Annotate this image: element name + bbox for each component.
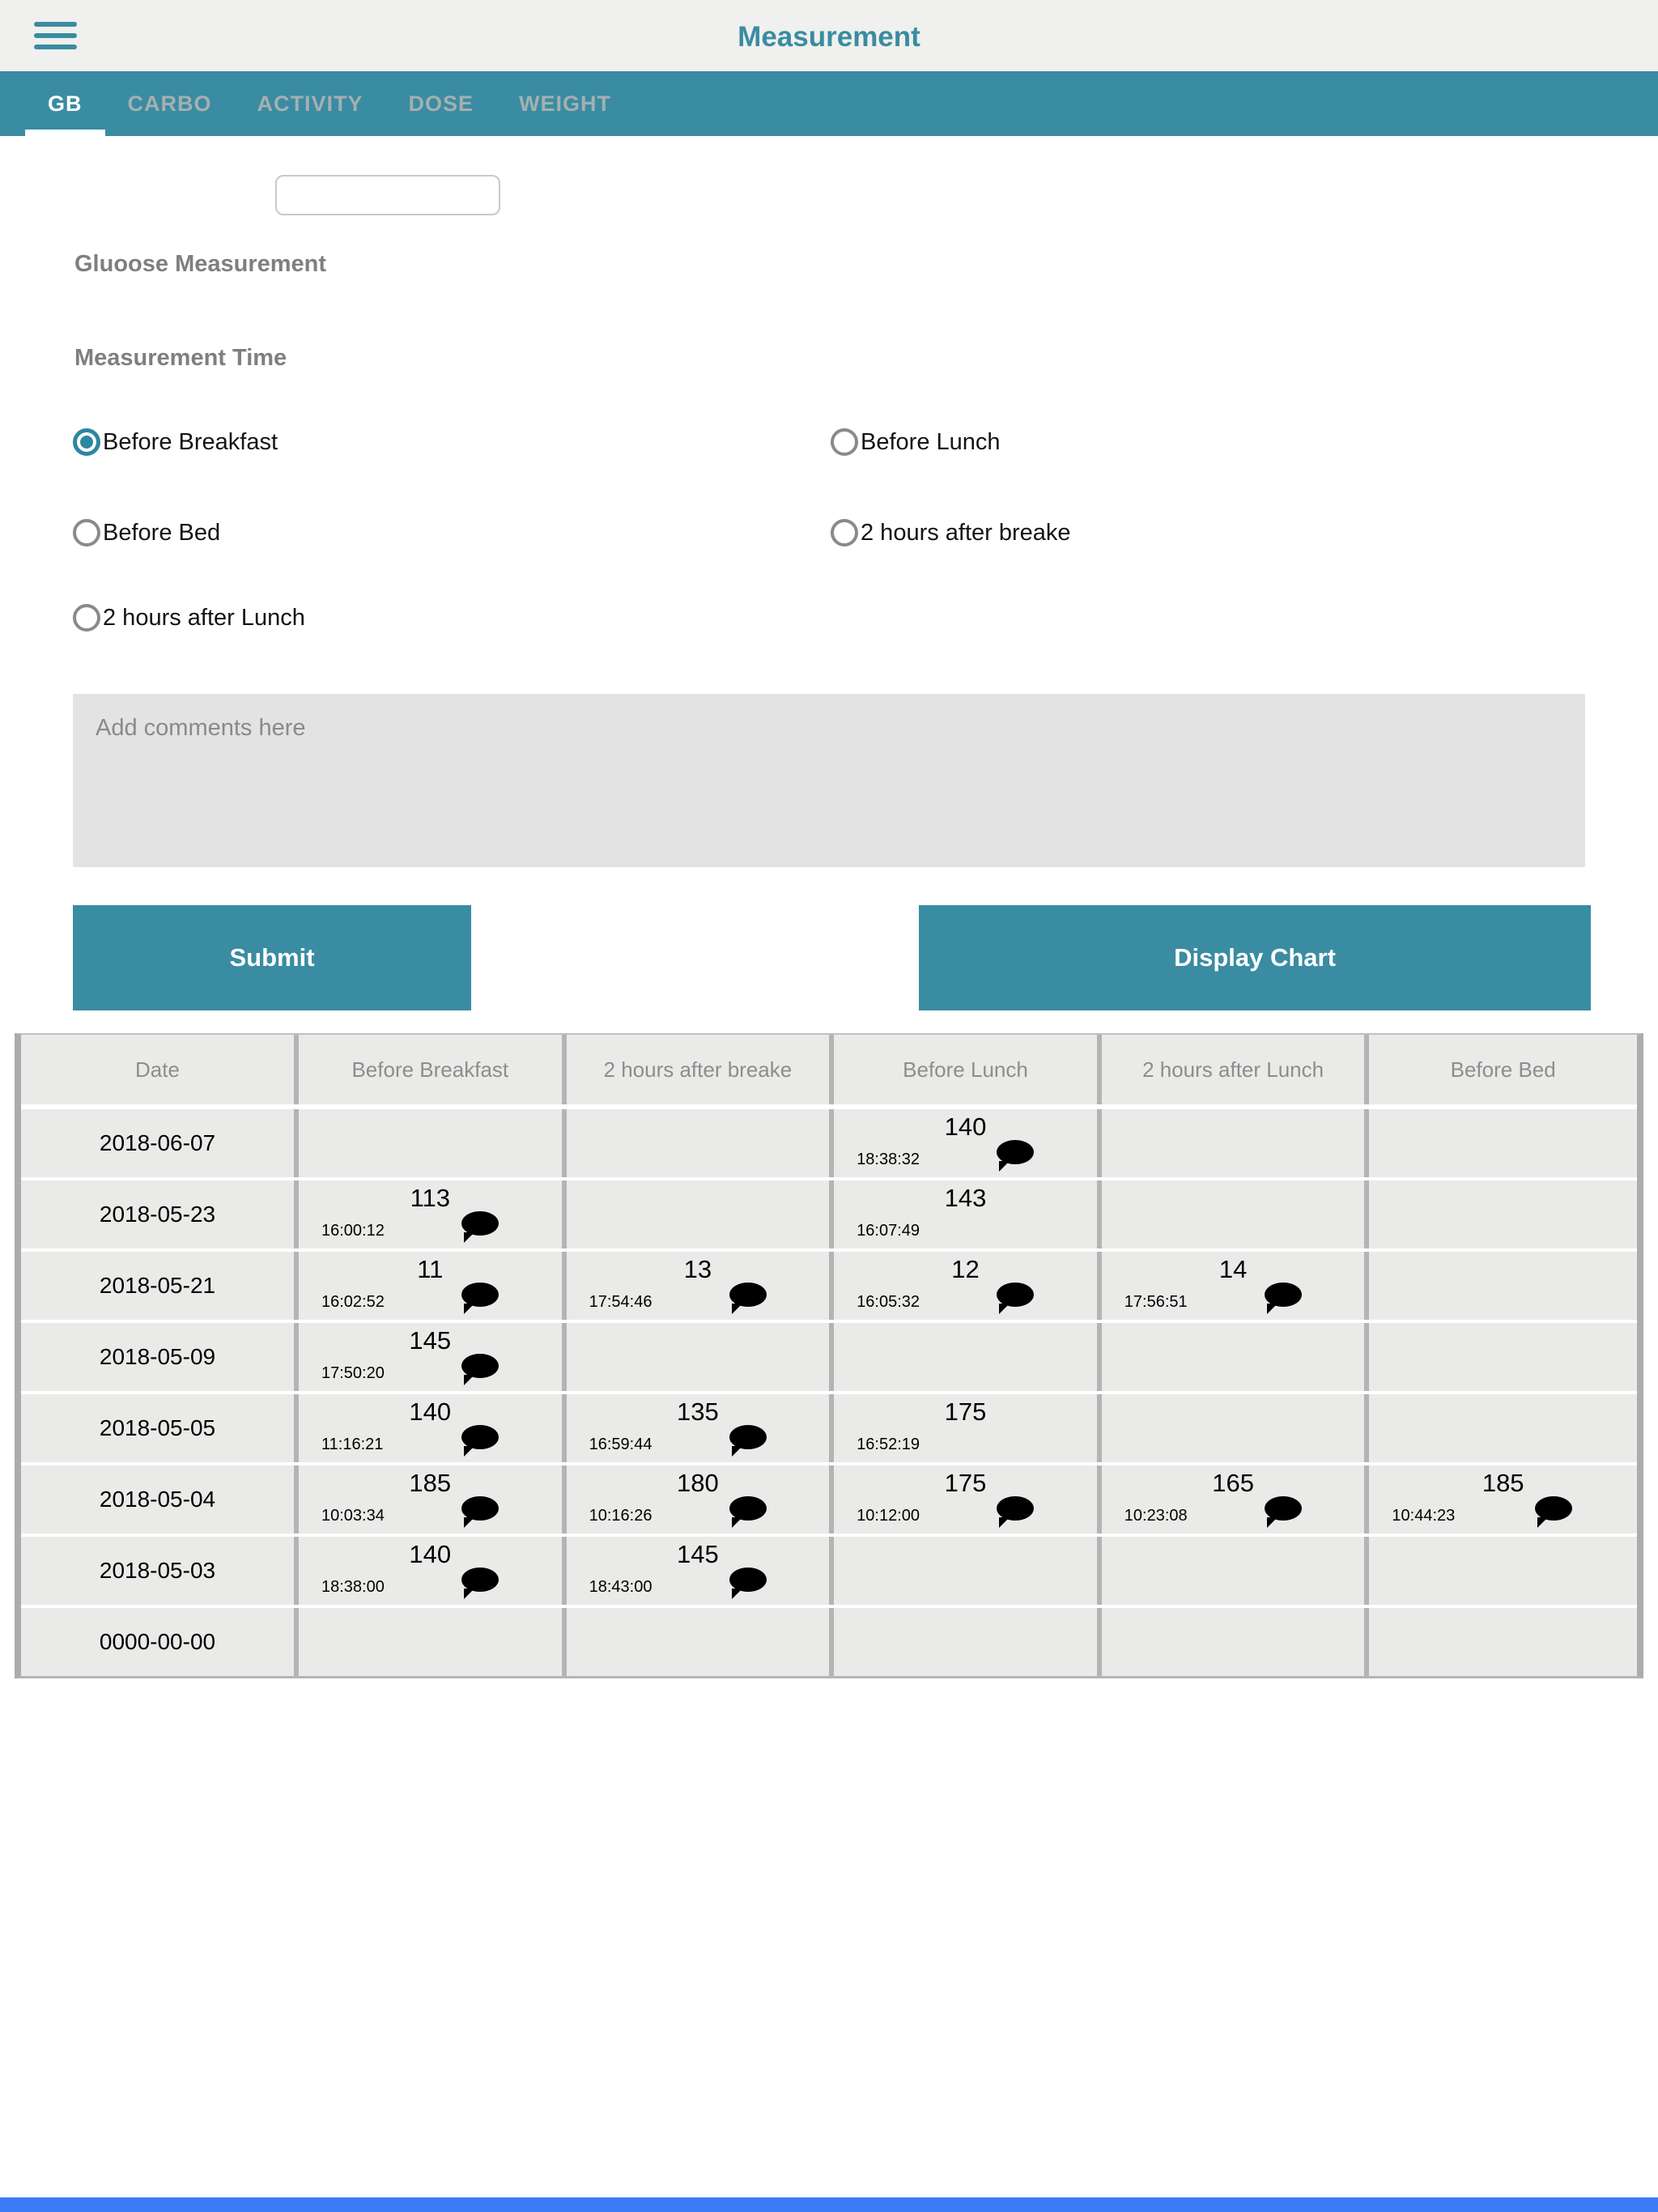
measurement-cell[interactable] — [834, 1394, 1102, 1462]
speech-bubble-icon[interactable] — [1265, 1496, 1302, 1521]
speech-bubble-icon[interactable] — [461, 1211, 499, 1236]
measurement-time: 16:05:32 — [857, 1293, 920, 1311]
measurement-cell — [1369, 1537, 1637, 1605]
measurement-cell[interactable] — [834, 1465, 1102, 1534]
measurement-time: 16:00:12 — [321, 1222, 385, 1240]
column-header-before-lunch: Before Lunch — [834, 1035, 1102, 1104]
radio-before-bed[interactable] — [73, 519, 220, 547]
speech-bubble-icon[interactable] — [729, 1425, 767, 1449]
measurement-cell[interactable] — [567, 1252, 835, 1320]
table-header-row — [21, 1035, 1637, 1104]
measurement-cell — [1369, 1394, 1637, 1462]
measurement-time: 10:03:34 — [321, 1507, 385, 1525]
speech-bubble-icon[interactable] — [461, 1425, 499, 1449]
radio-label: Before Breakfast — [103, 428, 278, 455]
speech-bubble-icon[interactable] — [997, 1283, 1034, 1307]
measurement-cell[interactable] — [567, 1537, 835, 1605]
measurement-cell — [567, 1608, 835, 1676]
glucose-value: 135 — [677, 1397, 719, 1426]
date-cell: 2018-05-04 — [21, 1465, 299, 1534]
measurement-cell — [567, 1180, 835, 1249]
glucose-value: 140 — [409, 1540, 452, 1568]
measurement-time: 10:16:26 — [589, 1507, 653, 1525]
measurement-cell — [1102, 1109, 1370, 1177]
tab-gb[interactable]: GB — [25, 71, 105, 136]
date-cell: 2018-06-07 — [21, 1109, 299, 1177]
glucose-value: 140 — [409, 1397, 452, 1426]
measurement-cell[interactable] — [567, 1394, 835, 1462]
measurement-time: 10:44:23 — [1392, 1507, 1456, 1525]
speech-bubble-icon[interactable] — [729, 1568, 767, 1592]
radio-label: Before Bed — [103, 519, 221, 546]
measurement-cell — [1102, 1608, 1370, 1676]
app-header — [0, 0, 1658, 71]
page-title: Measurement — [738, 21, 920, 53]
measurement-cell — [567, 1109, 835, 1177]
measurement-cell[interactable] — [299, 1394, 567, 1462]
measurement-cell — [299, 1109, 567, 1177]
date-cell: 2018-05-03 — [21, 1537, 299, 1605]
glucose-value: 175 — [944, 1469, 987, 1497]
radio-unselected-icon[interactable] — [73, 604, 100, 632]
glucose-value: 14 — [1218, 1255, 1248, 1283]
table-row — [21, 1109, 1637, 1177]
column-header-2-hours-after-lunch: 2 hours after Lunch — [1102, 1035, 1370, 1104]
measurement-cell — [1102, 1180, 1370, 1249]
measurement-cell — [1102, 1537, 1370, 1605]
table-row — [21, 1180, 1637, 1249]
radio-label: 2 hours after breake — [861, 519, 1071, 546]
measurement-cell — [299, 1608, 567, 1676]
glucose-value: 12 — [951, 1255, 980, 1283]
radio-unselected-icon[interactable] — [73, 519, 100, 547]
speech-bubble-icon[interactable] — [461, 1283, 499, 1307]
measurement-cell — [1369, 1323, 1637, 1391]
radio-2-hours-after-lunch[interactable] — [73, 604, 305, 632]
measurement-cell[interactable] — [299, 1465, 567, 1534]
radio-2-hours-after-breake[interactable] — [831, 519, 1071, 547]
submit-button[interactable]: Submit — [73, 905, 471, 1010]
tab-bar — [0, 71, 1658, 136]
measurement-cell — [1369, 1180, 1637, 1249]
measurement-cell — [1102, 1323, 1370, 1391]
glucose-value: 175 — [944, 1397, 987, 1426]
speech-bubble-icon[interactable] — [1265, 1283, 1302, 1307]
measurement-cell[interactable] — [1102, 1465, 1370, 1534]
measurement-cell — [567, 1323, 835, 1391]
measurement-cell — [1102, 1394, 1370, 1462]
measurement-time: 17:50:20 — [321, 1364, 385, 1382]
measurement-cell[interactable] — [299, 1323, 567, 1391]
tab-weight[interactable]: WEIGHT — [519, 91, 612, 116]
table-row — [21, 1323, 1637, 1391]
speech-bubble-icon[interactable] — [729, 1283, 767, 1307]
measurement-cell — [1369, 1109, 1637, 1177]
date-cell: 2018-05-09 — [21, 1323, 299, 1391]
tab-activity[interactable]: ACTIVITY — [257, 91, 363, 116]
glucose-value: 180 — [677, 1469, 719, 1497]
glucose-value: 185 — [1482, 1469, 1524, 1497]
measurement-time: 16:59:44 — [589, 1436, 653, 1453]
speech-bubble-icon[interactable] — [1535, 1496, 1572, 1521]
display-chart-button[interactable]: Display Chart — [919, 905, 1591, 1010]
measurement-cell[interactable] — [1369, 1465, 1637, 1534]
date-cell: 0000-00-00 — [21, 1608, 299, 1676]
speech-bubble-icon[interactable] — [729, 1496, 767, 1521]
glucose-measurement-label: Gluoose Measurement — [74, 251, 327, 277]
column-header-2-hours-after-breake: 2 hours after breake — [567, 1035, 835, 1104]
bottom-accent-bar — [0, 2197, 1658, 2212]
measurement-time: 18:38:32 — [857, 1151, 920, 1168]
measurement-time: 11:16:21 — [321, 1436, 384, 1453]
measurement-time: 17:54:46 — [589, 1293, 653, 1311]
measurement-cell[interactable] — [834, 1109, 1102, 1177]
table-row — [21, 1394, 1637, 1462]
radio-label: Before Lunch — [861, 428, 1001, 455]
measurement-time: 16:07:49 — [857, 1222, 920, 1240]
measurement-cell[interactable] — [834, 1180, 1102, 1249]
radio-selected-icon[interactable] — [73, 428, 100, 456]
radio-before-lunch[interactable] — [831, 428, 1001, 456]
glucose-value: 11 — [417, 1255, 444, 1283]
measurement-cell[interactable] — [299, 1252, 567, 1320]
speech-bubble-icon[interactable] — [997, 1496, 1034, 1521]
column-header-before-breakfast: Before Breakfast — [299, 1035, 567, 1104]
table-row — [21, 1537, 1637, 1605]
date-cell: 2018-05-21 — [21, 1252, 299, 1320]
radio-label: 2 hours after Lunch — [103, 604, 305, 631]
radio-before-breakfast[interactable] — [73, 428, 278, 456]
measurement-time: 18:43:00 — [589, 1578, 653, 1596]
measurement-time: 17:56:51 — [1124, 1293, 1188, 1311]
measurement-cell — [834, 1537, 1102, 1605]
glucose-value-input[interactable] — [275, 175, 500, 215]
measurement-cell[interactable] — [299, 1537, 567, 1605]
speech-bubble-icon[interactable] — [461, 1354, 499, 1378]
table-row — [21, 1608, 1637, 1676]
date-cell: 2018-05-23 — [21, 1180, 299, 1249]
measurement-cell — [1369, 1252, 1637, 1320]
speech-bubble-icon[interactable] — [461, 1496, 499, 1521]
radio-unselected-icon[interactable] — [831, 519, 858, 547]
glucose-value: 113 — [410, 1184, 450, 1212]
table-row — [21, 1465, 1637, 1534]
column-header-before-bed: Before Bed — [1369, 1035, 1637, 1104]
measurement-cell[interactable] — [299, 1180, 567, 1249]
measurement-cell — [834, 1608, 1102, 1676]
date-cell: 2018-05-05 — [21, 1394, 299, 1462]
measurement-cell — [1369, 1608, 1637, 1676]
tab-carbo[interactable]: CARBO — [127, 91, 212, 116]
glucose-value: 185 — [409, 1469, 452, 1497]
column-header-date: Date — [21, 1035, 299, 1104]
measurements-table — [15, 1033, 1643, 1678]
measurement-time: 10:12:00 — [857, 1507, 920, 1525]
speech-bubble-icon[interactable] — [997, 1140, 1034, 1164]
measurement-time: 16:52:19 — [857, 1436, 920, 1453]
glucose-value: 140 — [944, 1112, 987, 1141]
speech-bubble-icon[interactable] — [461, 1568, 499, 1592]
glucose-value: 143 — [944, 1184, 987, 1212]
measurement-cell[interactable] — [1102, 1252, 1370, 1320]
measurement-time: 10:23:08 — [1124, 1507, 1188, 1525]
measurement-time: 18:38:00 — [321, 1578, 385, 1596]
glucose-value: 13 — [683, 1255, 712, 1283]
glucose-value: 145 — [409, 1326, 452, 1355]
radio-unselected-icon[interactable] — [831, 428, 858, 456]
measurement-cell[interactable] — [834, 1252, 1102, 1320]
measurement-time-label: Measurement Time — [74, 345, 287, 371]
glucose-value: 145 — [677, 1540, 719, 1568]
measurement-cell — [834, 1323, 1102, 1391]
glucose-value: 165 — [1212, 1469, 1254, 1497]
table-row — [21, 1252, 1637, 1320]
tab-dose[interactable]: DOSE — [408, 91, 474, 116]
comments-textarea[interactable] — [73, 694, 1585, 867]
measurement-time: 16:02:52 — [321, 1293, 385, 1311]
measurement-cell[interactable] — [567, 1465, 835, 1534]
